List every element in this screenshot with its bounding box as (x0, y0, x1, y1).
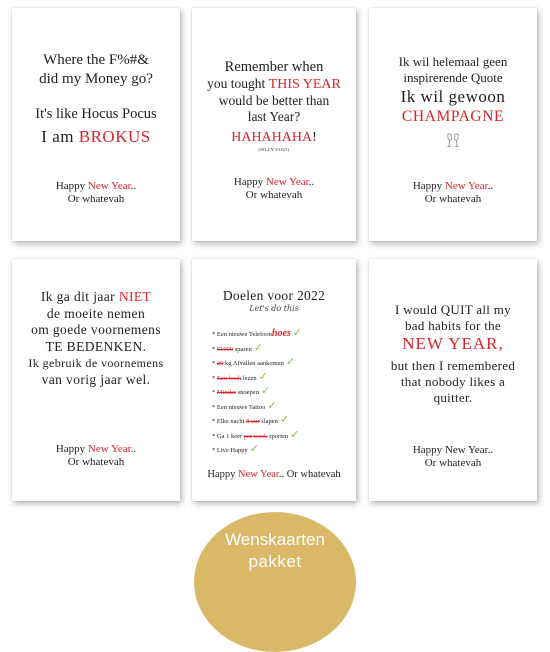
card-title: Doelen voor 2022 (222, 288, 326, 303)
card-quote: Ik ga dit jaar NIET de moeite nemen om goede voornemens TE BEDENKEN. Ik gebruik de voornemens van vorig jaar wel. (28, 289, 164, 387)
goal-item: * Ga 1 keer per week sporten ✓ (212, 428, 300, 441)
card-quote-line: It's like Hocus Pocus (35, 106, 157, 122)
goal-item: * Live Happy ✓ (212, 443, 259, 455)
card-quote-emphasis: HAHAHAHA! (231, 130, 317, 145)
goal-item: * Een nieuwe Tattoo ✓ (212, 399, 277, 412)
goal-item: * Een nieuwe Telefoonhoes ✓ (212, 327, 303, 339)
card-quote-emphasis: NEW YEAR, (402, 334, 504, 353)
check-icon: ✓ (253, 341, 263, 354)
check-icon: ✓ (285, 356, 296, 368)
card-small-note: (SILLY YOU!) (258, 147, 290, 152)
goal-item: * 20 kg Afvallen aankomen ✓ (212, 356, 296, 368)
check-icon: ✓ (290, 428, 300, 441)
check-icon: ✓ (249, 443, 259, 455)
wenskaarten-badge (194, 512, 356, 652)
card-voornemens (12, 259, 180, 501)
card-greeting: Happy New Year.. Or whatevah (55, 180, 137, 205)
goals-list (212, 326, 302, 457)
check-icon: ✓ (260, 385, 271, 397)
check-icon: ✓ (292, 327, 303, 339)
card-quote: Ik wil helemaal geen inspirerende Quote (398, 54, 508, 85)
goal-item: * €1000 sparen ✓ (212, 341, 263, 354)
card-quote-emphasis: I am BROKUS (41, 127, 151, 146)
card-this-year (192, 8, 356, 241)
goal-item: * Een boek lezen ✓ (212, 370, 268, 383)
champagne-glasses-icon (446, 133, 460, 154)
badge-line-2: pakket (248, 552, 302, 571)
check-icon: ✓ (258, 370, 268, 383)
card-greeting: Happy New Year.. Or whatevah (233, 176, 315, 201)
card-quote: Where the F%#& did my Money go? (39, 52, 153, 87)
badge-line-1: Wenskaarten (225, 530, 325, 549)
card-greeting: Happy New Year.. Or whatevah (207, 469, 341, 480)
card-hocus-pocus (12, 8, 180, 241)
card-champagne (369, 8, 537, 241)
card-quote: I would QUIT all my bad habits for the (395, 302, 511, 333)
card-quote: Remember when you tought THIS YEAR would be better than last Year? (207, 59, 341, 124)
card-quote-emphasis: CHAMPAGNE (401, 108, 505, 125)
goal-item: * Minder snoepen ✓ (212, 385, 271, 397)
check-icon: ✓ (279, 414, 290, 426)
card-greeting: Happy New Year.. Or whatevah (412, 180, 494, 205)
card-doelen (192, 259, 356, 501)
card-quitter (369, 259, 537, 501)
goal-item: * Elke nacht 8 uur slapen ✓ (212, 414, 290, 426)
card-script-text: Let's do this (249, 304, 299, 313)
card-greeting: Happy New Year.. Or whatevah (412, 444, 494, 469)
card-greeting: Happy New Year.. Or whatevah (55, 443, 137, 468)
card-quote-line: Ik wil gewoon (400, 87, 506, 106)
check-icon: ✓ (267, 399, 277, 412)
card-quote-line: but then I remembered that nobody likes a quitter. (390, 358, 516, 405)
